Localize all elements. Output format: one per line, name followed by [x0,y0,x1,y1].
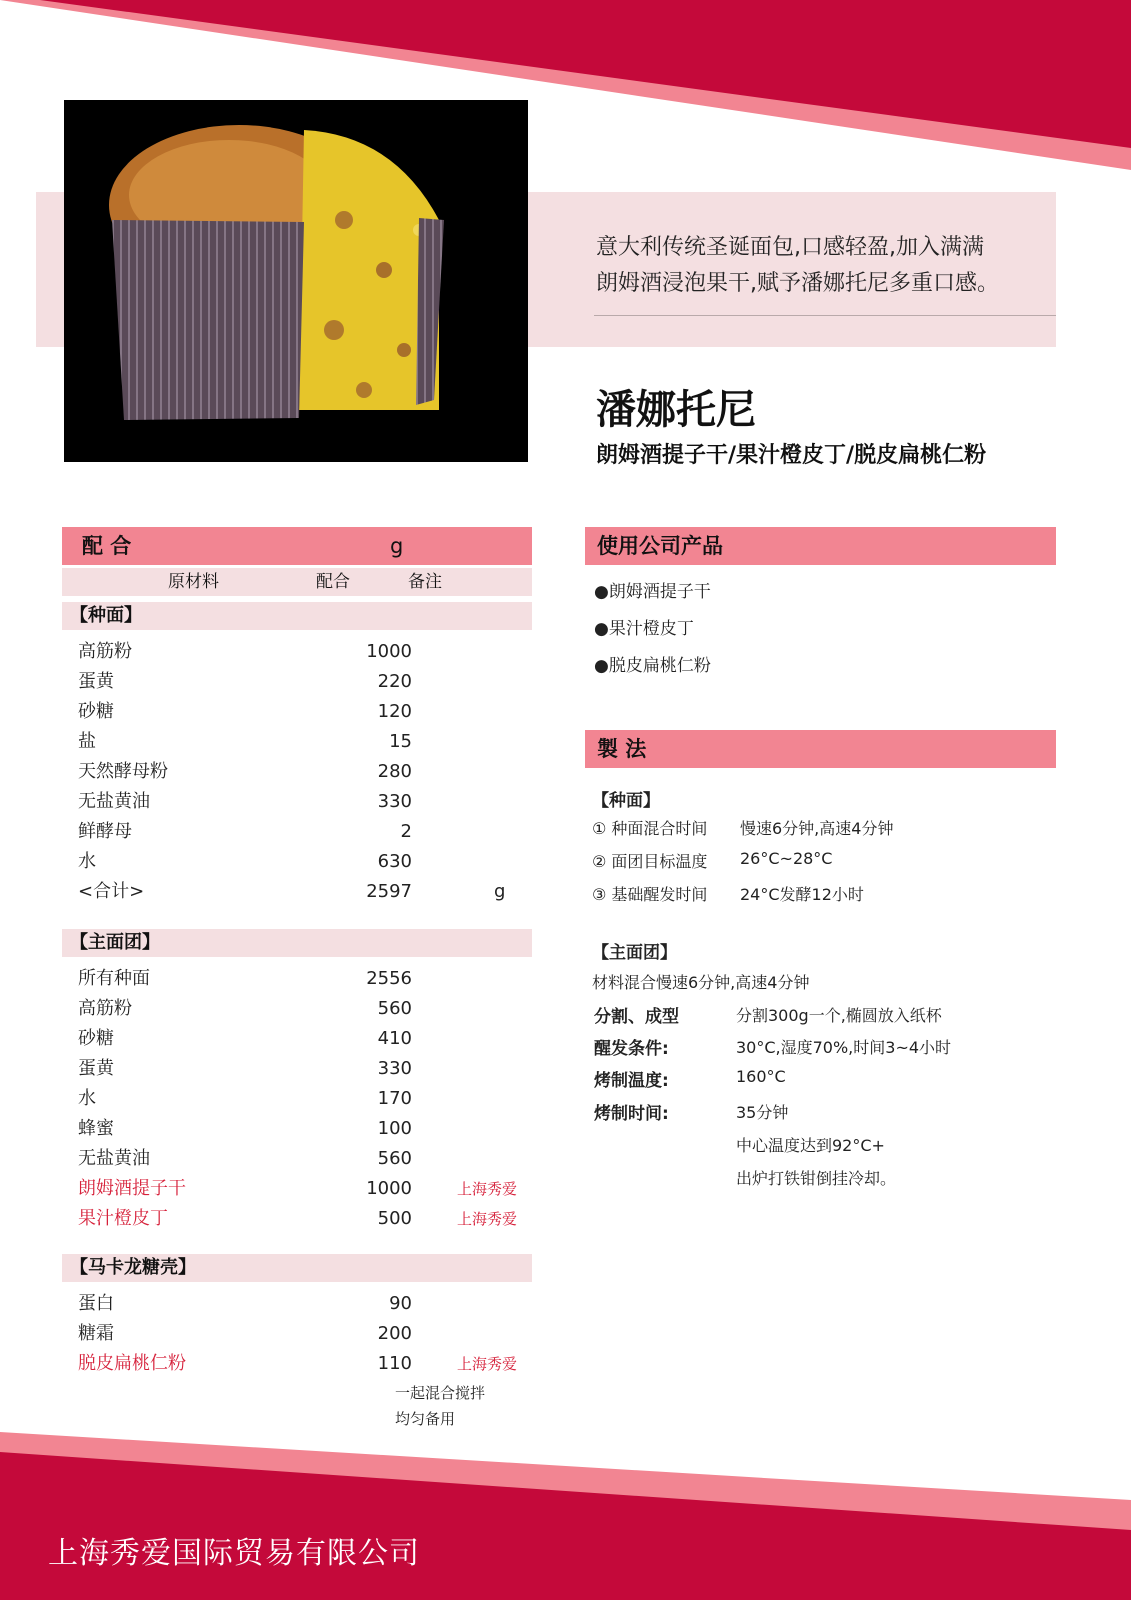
product-photo [64,100,528,462]
method-step-label: 分割、成型 [594,1007,679,1027]
method-step-label: ① 种面混合时间 [592,819,708,838]
table-row-company-product: 朗姆酒提子干 1000 上海秀爱 [78,1178,518,1199]
table-row: 砂糖 120 [78,701,412,722]
method-step-label: 烤制温度: [594,1071,669,1091]
table-row-company-product: 脱皮扁桃仁粉 110 上海秀爱 [78,1353,518,1374]
method-step-value: 35分钟 [736,1103,789,1122]
method-step-label: 烤制时间: [594,1104,669,1124]
table-row: 砂糖 410 [78,1028,412,1049]
table-row-company-product: 果汁橙皮丁 500 上海秀爱 [78,1208,518,1229]
table-row: 无盐黄油 330 [78,791,412,812]
footer-company-name: 上海秀爱国际贸易有限公司 [48,1536,420,1571]
table-row: 高筋粉 560 [78,998,412,1019]
table-row: 天然酵母粉 280 [78,761,412,782]
formula-heading: 配 合 [82,534,132,558]
table-row: 无盐黄油 560 [78,1148,412,1169]
table-row: 盐 15 [78,731,412,752]
table-row-total: <合计> 2597 g [78,881,506,902]
product-description [596,230,1056,302]
method-header: 製 法 [585,730,1056,768]
method-extra-note: 中心温度达到92°C+ [736,1136,885,1155]
method-step-label: 醒发条件: [594,1039,669,1059]
method-step-value: 26°C~28°C [740,849,833,868]
table-row: 蛋白 90 [78,1293,412,1314]
table-row: 水 170 [78,1088,412,1109]
method-step-label: ③ 基础醒发时间 [592,885,708,904]
group-header-macaron-shell: 【马卡龙糖壳】 [62,1254,532,1282]
mixing-note-1: 一起混合搅拌 [395,1384,486,1402]
table-row: 鲜酵母 2 [78,821,412,842]
formula-header [62,527,532,565]
table-row: 蛋黄 220 [78,671,412,692]
product-item: ●果汁橙皮丁 [594,619,694,639]
method-starter-title: 【种面】 [592,791,660,811]
formula-unit: g [390,534,404,558]
method-main-title: 【主面团】 [592,943,677,963]
method-main-intro: 材料混合慢速6分钟,高速4分钟 [592,973,810,992]
product-item: ●朗姆酒提子干 [594,582,711,602]
product-item: ●脱皮扁桃仁粉 [594,656,711,676]
table-row: 高筋粉 1000 [78,641,412,662]
product-title: 潘娜托尼 [596,387,756,433]
table-row: 蛋黄 330 [78,1058,412,1079]
table-row: 糖霜 200 [78,1323,412,1344]
description-divider [594,315,1056,316]
formula-column-headers [62,568,532,596]
group-header-main-dough: 【主面团】 [62,929,532,957]
panettone-image [64,100,528,462]
product-subtitle: 朗姆酒提子干/果汁橙皮丁/脱皮扁桃仁粉 [596,443,987,468]
table-row: 水 630 [78,851,412,872]
method-step-label: ② 面团目标温度 [592,852,708,871]
description-line-1: 意大利传统圣诞面包,口感轻盈,加入满满 [596,235,984,260]
group-header-starter: 【种面】 [62,602,532,630]
mixing-note-2: 均匀备用 [395,1410,456,1428]
column-header-amount: 配合 [316,572,350,592]
method-step-value: 160°C [736,1067,786,1086]
products-used-header: 使用公司产品 [585,527,1056,565]
column-header-ingredient: 原材料 [168,572,219,592]
table-row: 所有种面 2556 [78,968,412,989]
method-step-value: 慢速6分钟,高速4分钟 [740,819,894,838]
description-line-2: 朗姆酒浸泡果干,赋予潘娜托尼多重口感。 [596,271,999,296]
method-step-value: 24°C发酵12小时 [740,885,864,904]
method-extra-note: 出炉打铁钳倒挂冷却。 [736,1169,897,1188]
method-step-value: 分割300g一个,椭圆放入纸杯 [736,1006,942,1025]
table-row: 蜂蜜 100 [78,1118,412,1139]
method-step-value: 30°C,湿度70%,时间3~4小时 [736,1038,952,1057]
column-header-note: 备注 [408,572,442,592]
